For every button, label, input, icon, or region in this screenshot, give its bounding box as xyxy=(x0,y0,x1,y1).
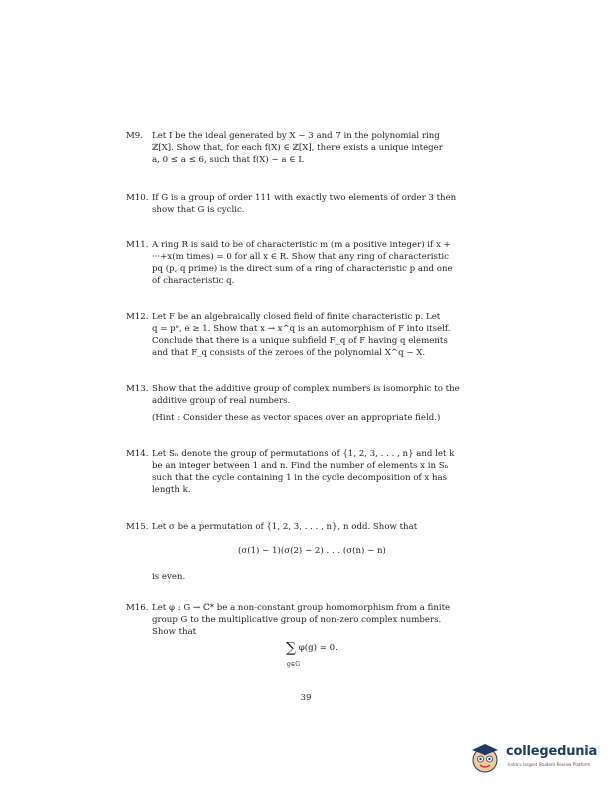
problem-line: Show that xyxy=(152,627,197,637)
problem-m11 xyxy=(128,239,488,287)
problem-line: pq (p, q prime) is the direct sum of a ring of characteristic p and one xyxy=(152,264,453,274)
sum-symbol: ∑ xyxy=(286,640,296,656)
problem-line: Let F be an algebraically closed field of finite characteristic p. Let xyxy=(152,312,441,322)
problem-line: and that F_q consists of the zeroes of the polynomial X^q − X. xyxy=(152,348,426,358)
problem-line: ···+x(m times) = 0 for all x ∈ R. Show that any ring of characteristic xyxy=(152,252,449,262)
logo-name: collegedunia xyxy=(506,744,598,759)
problem-line: a, 0 ≤ a ≤ 6, such that f(X) − a ∈ I. xyxy=(152,155,305,165)
logo-tagline: India's largest Student Review Platform xyxy=(508,762,591,767)
problem-line: If G is a group of order 111 with exactly two elements of order 3 then xyxy=(152,193,457,203)
problem-number: M12. xyxy=(126,312,149,322)
sum-subscript: g∈G xyxy=(287,661,301,668)
problem-line: q = pᵉ, e ≥ 1. Show that x → x^q is an automorphism of F into itself. xyxy=(152,324,451,334)
problem-line: Let I be the ideal generated by X − 3 and 7 in the polynomial ring xyxy=(152,131,440,141)
collegedunia-logo xyxy=(468,738,598,778)
problem-m16 xyxy=(128,602,488,638)
problem-number: M14. xyxy=(126,449,149,459)
problem-line: ℤ[X]. Show that, for each f(X) ∈ ℤ[X], there exists a unique integer xyxy=(152,143,443,153)
problem-line: of characteristic q. xyxy=(152,276,235,286)
problem-line: Let φ : G → ℂ* be a non-constant group homomorphism from a finite xyxy=(152,603,451,613)
problem-m15-after xyxy=(128,571,488,583)
problem-number: M9. xyxy=(126,131,143,141)
problem-m12 xyxy=(128,311,488,359)
problem-line: is even. xyxy=(152,572,186,582)
problem-m14 xyxy=(128,448,488,496)
problem-line: such that the cycle containing 1 in the cycle decomposition of x has xyxy=(152,473,448,483)
page-number: 39 xyxy=(300,693,312,703)
display-equation: (σ(1) − 1)(σ(2) − 2) . . . (σ(n) − n) xyxy=(238,546,386,556)
problem-line: Let Sₙ denote the group of permutations of {1, 2, 3, . . . , n} and let k xyxy=(152,449,455,459)
problem-line: A ring R is said to be of characteristic m (m a positive integer) if x + xyxy=(152,240,451,250)
problem-line: Conclude that there is a unique subfield F_q of F having q elements xyxy=(152,336,448,346)
problem-m15 xyxy=(128,521,488,533)
problem-line: length k. xyxy=(152,485,191,495)
problem-number: M10. xyxy=(126,193,149,203)
mascot-icon xyxy=(468,738,504,778)
problem-m10 xyxy=(128,192,488,216)
problem-line: Let σ be a permutation of {1, 2, 3, . . . , n}, n odd. Show that xyxy=(152,522,418,532)
summation-equation xyxy=(286,640,338,656)
problem-line: show that G is cyclic. xyxy=(152,205,245,215)
problem-line: additive group of real numbers. xyxy=(152,396,291,406)
problem-m9 xyxy=(128,130,488,166)
problem-number: M13. xyxy=(126,384,149,394)
problem-line: group G to the multiplicative group of non-zero complex numbers. xyxy=(152,615,442,625)
sum-expression: φ(g) = 0. xyxy=(298,643,338,653)
problem-number: M11. xyxy=(126,240,149,250)
problem-line: be an integer between 1 and n. Find the number of elements x in Sₙ xyxy=(152,461,449,471)
problem-number: M15. xyxy=(126,522,149,532)
problem-m13 xyxy=(128,383,488,424)
problem-line: Show that the additive group of complex numbers is isomorphic to the xyxy=(152,384,460,394)
hint-line: (Hint : Consider these as vector spaces over an appropriate field.) xyxy=(152,413,441,423)
problem-number: M16. xyxy=(126,603,149,613)
